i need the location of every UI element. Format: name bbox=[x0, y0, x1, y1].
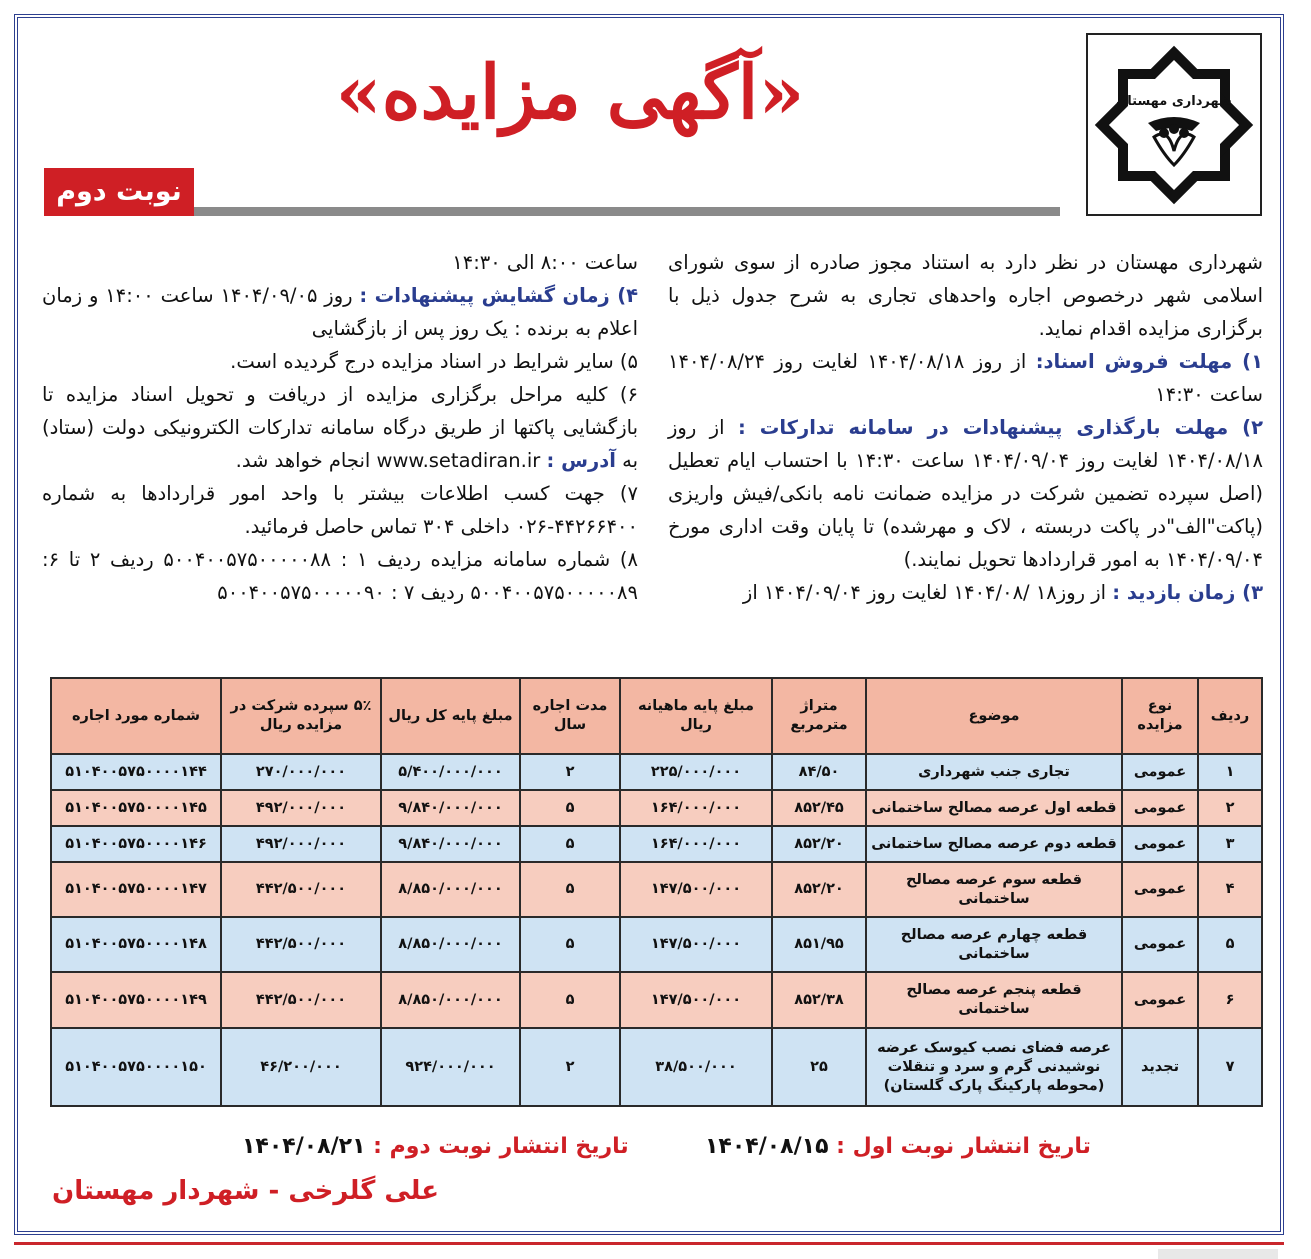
cell-row: ۴ bbox=[1198, 862, 1262, 917]
cell-duration: ۵ bbox=[520, 862, 620, 917]
item-6 bbox=[42, 378, 638, 477]
signer-name: علی گلرخی - شهردار مهستان bbox=[52, 1176, 440, 1206]
cell-total: ۹/۸۴۰/۰۰۰/۰۰۰ bbox=[381, 790, 520, 826]
cell-type: عمومی bbox=[1122, 862, 1198, 917]
cell-deposit: ۴۹۲/۰۰۰/۰۰۰ bbox=[221, 790, 381, 826]
setadiran-link[interactable]: www.setadiran.ir bbox=[376, 449, 541, 472]
item-6-address-label: آدرس : bbox=[546, 449, 616, 472]
item-4 bbox=[42, 279, 638, 345]
table-row bbox=[51, 862, 1262, 917]
second-publication-date: ۱۴۰۴/۰۸/۲۱ bbox=[242, 1134, 366, 1159]
first-publication-label: تاریخ انتشار نوبت اول : bbox=[836, 1134, 1091, 1159]
header-deposit: ۵٪ سپرده شرکت در مزایده ریال bbox=[221, 678, 381, 754]
first-publication bbox=[705, 1134, 1091, 1159]
item-4-text: روز ۱۴۰۴/۰۹/۰۵ ساعت ۱۴:۰۰ و زمان اعلام به برنده : یک روز پس از بازگشایی bbox=[42, 284, 638, 340]
first-publication-date: ۱۴۰۴/۰۸/۱۵ bbox=[705, 1134, 829, 1159]
cell-total: ۸/۸۵۰/۰۰۰/۰۰۰ bbox=[381, 972, 520, 1028]
cell-subject: قطعه سوم عرصه مصالح ساختمانی bbox=[866, 862, 1122, 917]
cell-row: ۶ bbox=[1198, 972, 1262, 1028]
cell-monthly: ۱۴۷/۵۰۰/۰۰۰ bbox=[620, 972, 772, 1028]
lease-table bbox=[50, 677, 1263, 1107]
cell-area: ۸۵۱/۹۵ bbox=[772, 917, 866, 972]
cell-area: ۸۴/۵۰ bbox=[772, 754, 866, 790]
item-3-text: از روز۱۸ /۱۴۰۴/۰۸ لغایت روز ۱۴۰۴/۰۹/۰۴ از bbox=[742, 581, 1107, 604]
cell-deposit: ۴۴۲/۵۰۰/۰۰۰ bbox=[221, 972, 381, 1028]
cell-total: ۹/۸۴۰/۰۰۰/۰۰۰ bbox=[381, 826, 520, 862]
item-1-text: از روز ۱۴۰۴/۰۸/۱۸ لغایت روز ۱۴۰۴/۰۸/۲۴ ساعت ۱۴:۳۰ bbox=[668, 350, 1263, 406]
cell-area: ۸۵۲/۳۸ bbox=[772, 972, 866, 1028]
cell-lease-number: ۵۱۰۴۰۰۵۷۵۰۰۰۰۱۴۷ bbox=[51, 862, 221, 917]
cell-lease-number: ۵۱۰۴۰۰۵۷۵۰۰۰۰۱۴۴ bbox=[51, 754, 221, 790]
item-1-label: ۱) مهلت فروش اسناد: bbox=[1035, 350, 1263, 373]
cell-monthly: ۱۶۴/۰۰۰/۰۰۰ bbox=[620, 790, 772, 826]
cell-total: ۵/۴۰۰/۰۰۰/۰۰۰ bbox=[381, 754, 520, 790]
cell-row: ۵ bbox=[1198, 917, 1262, 972]
cell-subject: قطعه پنجم عرصه مصالح ساختمانی bbox=[866, 972, 1122, 1028]
item-3 bbox=[668, 576, 1263, 609]
cell-total: ۹۲۴/۰۰۰/۰۰۰ bbox=[381, 1028, 520, 1106]
cell-deposit: ۴۴۲/۵۰۰/۰۰۰ bbox=[221, 862, 381, 917]
cell-lease-number: ۵۱۰۴۰۰۵۷۵۰۰۰۰۱۴۶ bbox=[51, 826, 221, 862]
cell-area: ۸۵۲/۴۵ bbox=[772, 790, 866, 826]
header-type: نوع مزایده bbox=[1122, 678, 1198, 754]
cell-area: ۸۵۲/۲۰ bbox=[772, 826, 866, 862]
header-area: متراژ مترمربع bbox=[772, 678, 866, 754]
cell-area: ۲۵ bbox=[772, 1028, 866, 1106]
header-subject: موضوع bbox=[866, 678, 1122, 754]
second-publication bbox=[242, 1134, 629, 1159]
header-lease-number: شماره مورد اجاره bbox=[51, 678, 221, 754]
cell-duration: ۵ bbox=[520, 790, 620, 826]
header-monthly: مبلغ پایه ماهیانه ریال bbox=[620, 678, 772, 754]
cell-row: ۳ bbox=[1198, 826, 1262, 862]
notice-column-right bbox=[668, 246, 1263, 609]
page-title: «آگهی مزایده» bbox=[335, 50, 805, 136]
intro-paragraph: شهرداری مهستان در نظر دارد به استناد مجوز صادره از سوی شورای اسلامی شهر درخصوص اجاره واحدهای تجاری به شرح جدول ذیل با برگزاری مزایده اقدام نماید. bbox=[668, 251, 1263, 340]
header-total: مبلغ پایه کل ریال bbox=[381, 678, 520, 754]
cell-subject: قطعه دوم عرصه مصالح ساختمانی bbox=[866, 826, 1122, 862]
cell-type: تجدید bbox=[1122, 1028, 1198, 1106]
table-row bbox=[51, 754, 1262, 790]
cell-row: ۷ bbox=[1198, 1028, 1262, 1106]
cell-subject: عرصه فضای نصب کیوسک عرضه نوشیدنی گرم و سرد و تنقلات (محوطه پارکینگ پارک گلستان) bbox=[866, 1028, 1122, 1106]
next-notice-strip bbox=[14, 1242, 1284, 1259]
table-header-row bbox=[51, 678, 1262, 754]
cell-monthly: ۱۴۷/۵۰۰/۰۰۰ bbox=[620, 862, 772, 917]
item-6-tail: انجام خواهد شد. bbox=[235, 449, 371, 472]
cell-total: ۸/۸۵۰/۰۰۰/۰۰۰ bbox=[381, 917, 520, 972]
cell-row: ۲ bbox=[1198, 790, 1262, 826]
round-badge: نوبت دوم bbox=[44, 168, 194, 216]
cell-type: عمومی bbox=[1122, 790, 1198, 826]
second-publication-label: تاریخ انتشار نوبت دوم : bbox=[373, 1134, 629, 1159]
cell-lease-number: ۵۱۰۴۰۰۵۷۵۰۰۰۰۱۴۸ bbox=[51, 917, 221, 972]
cell-subject: قطعه چهارم عرصه مصالح ساختمانی bbox=[866, 917, 1122, 972]
table-row bbox=[51, 1028, 1262, 1106]
item-8: ۸) شماره سامانه مزایده ردیف ۱ : ۵۰۰۴۰۰۵۷۵۰۰۰۰۰۸۸ ردیف ۲ تا ۶: ۵۰۰۴۰۰۵۷۵۰۰۰۰۰۸۹ ردیف ۷ : ۵۰۰۴۰۰۵۷۵۰۰۰۰۰۹۰ bbox=[42, 548, 638, 604]
item-2-text: از روز ۱۴۰۴/۰۸/۱۸ لغایت روز ۱۴۰۴/۰۹/۰۴ ساعت ۱۴:۳۰ با احتساب ایام تعطیل (اصل سپرده تضمین شرکت در مزایده ضمانت نامه بانکی/فیش واریزی (پاکت"الف"در پاکت دربسته ، لاک و مهرشده) تا پایان وقت اداری مورخ ۱۴۰۴/۰۹/۰۴ به امور قراردادها تحویل نمایند.) bbox=[668, 416, 1263, 571]
cell-subject: قطعه اول عرصه مصالح ساختمانی bbox=[866, 790, 1122, 826]
item-3-label: ۳) زمان بازدید : bbox=[1112, 581, 1263, 604]
cell-type: عمومی bbox=[1122, 972, 1198, 1028]
cell-monthly: ۲۲۵/۰۰۰/۰۰۰ bbox=[620, 754, 772, 790]
item-4-label: ۴) زمان گشایش پیشنهادات : bbox=[359, 284, 639, 307]
cell-type: عمومی bbox=[1122, 754, 1198, 790]
notice-column-left bbox=[42, 246, 638, 609]
item-3-continued: ساعت ۸:۰۰ الی ۱۴:۳۰ bbox=[452, 251, 638, 274]
municipality-logo bbox=[1086, 33, 1262, 216]
cell-duration: ۵ bbox=[520, 917, 620, 972]
cell-deposit: ۴۴۲/۵۰۰/۰۰۰ bbox=[221, 917, 381, 972]
table-row bbox=[51, 790, 1262, 826]
cell-monthly: ۳۸/۵۰۰/۰۰۰ bbox=[620, 1028, 772, 1106]
cell-lease-number: ۵۱۰۴۰۰۵۷۵۰۰۰۰۱۵۰ bbox=[51, 1028, 221, 1106]
cell-lease-number: ۵۱۰۴۰۰۵۷۵۰۰۰۰۱۴۹ bbox=[51, 972, 221, 1028]
cell-row: ۱ bbox=[1198, 754, 1262, 790]
cell-duration: ۲ bbox=[520, 754, 620, 790]
logo-caption: شهرداری مهستان bbox=[1116, 94, 1232, 109]
table-row bbox=[51, 972, 1262, 1028]
cell-lease-number: ۵۱۰۴۰۰۵۷۵۰۰۰۰۱۴۵ bbox=[51, 790, 221, 826]
cell-total: ۸/۸۵۰/۰۰۰/۰۰۰ bbox=[381, 862, 520, 917]
header-duration: مدت اجاره سال bbox=[520, 678, 620, 754]
cell-subject: تجاری جنب شهرداری bbox=[866, 754, 1122, 790]
cell-type: عمومی bbox=[1122, 826, 1198, 862]
item-5: ۵) سایر شرایط در اسناد مزایده درج گردیده است. bbox=[230, 350, 638, 373]
cell-duration: ۵ bbox=[520, 972, 620, 1028]
cell-area: ۸۵۲/۲۰ bbox=[772, 862, 866, 917]
cell-monthly: ۱۴۷/۵۰۰/۰۰۰ bbox=[620, 917, 772, 972]
cell-deposit: ۴۶/۲۰۰/۰۰۰ bbox=[221, 1028, 381, 1106]
table-row bbox=[51, 917, 1262, 972]
item-7: ۷) جهت کسب اطلاعات بیشتر با واحد امور قراردادها به شماره ۴۴۲۶۶۴۰۰-۰۲۶ داخلی ۳۰۴ تماس حاصل فرمائید. bbox=[42, 482, 638, 538]
item-1 bbox=[668, 345, 1263, 411]
item-2 bbox=[668, 411, 1263, 576]
cell-deposit: ۴۹۲/۰۰۰/۰۰۰ bbox=[221, 826, 381, 862]
cell-deposit: ۲۷۰/۰۰۰/۰۰۰ bbox=[221, 754, 381, 790]
table-row bbox=[51, 826, 1262, 862]
cell-duration: ۵ bbox=[520, 826, 620, 862]
cell-type: عمومی bbox=[1122, 917, 1198, 972]
item-6-text: ۶) کلیه مراحل برگزاری مزایده از دریافت و تحویل اسناد مزایده تا بازگشایی پاکتها از طریق درگاه سامانه تدارکات الکترونیکی دولت (ستاد) به bbox=[42, 383, 638, 472]
cell-monthly: ۱۶۴/۰۰۰/۰۰۰ bbox=[620, 826, 772, 862]
header-row-number: ردیف bbox=[1198, 678, 1262, 754]
title-underline bbox=[44, 207, 1060, 216]
item-2-label: ۲) مهلت بارگذاری پیشنهادات در سامانه تدارکات : bbox=[737, 416, 1263, 439]
cell-duration: ۲ bbox=[520, 1028, 620, 1106]
logo-emblem-icon bbox=[1088, 35, 1260, 214]
